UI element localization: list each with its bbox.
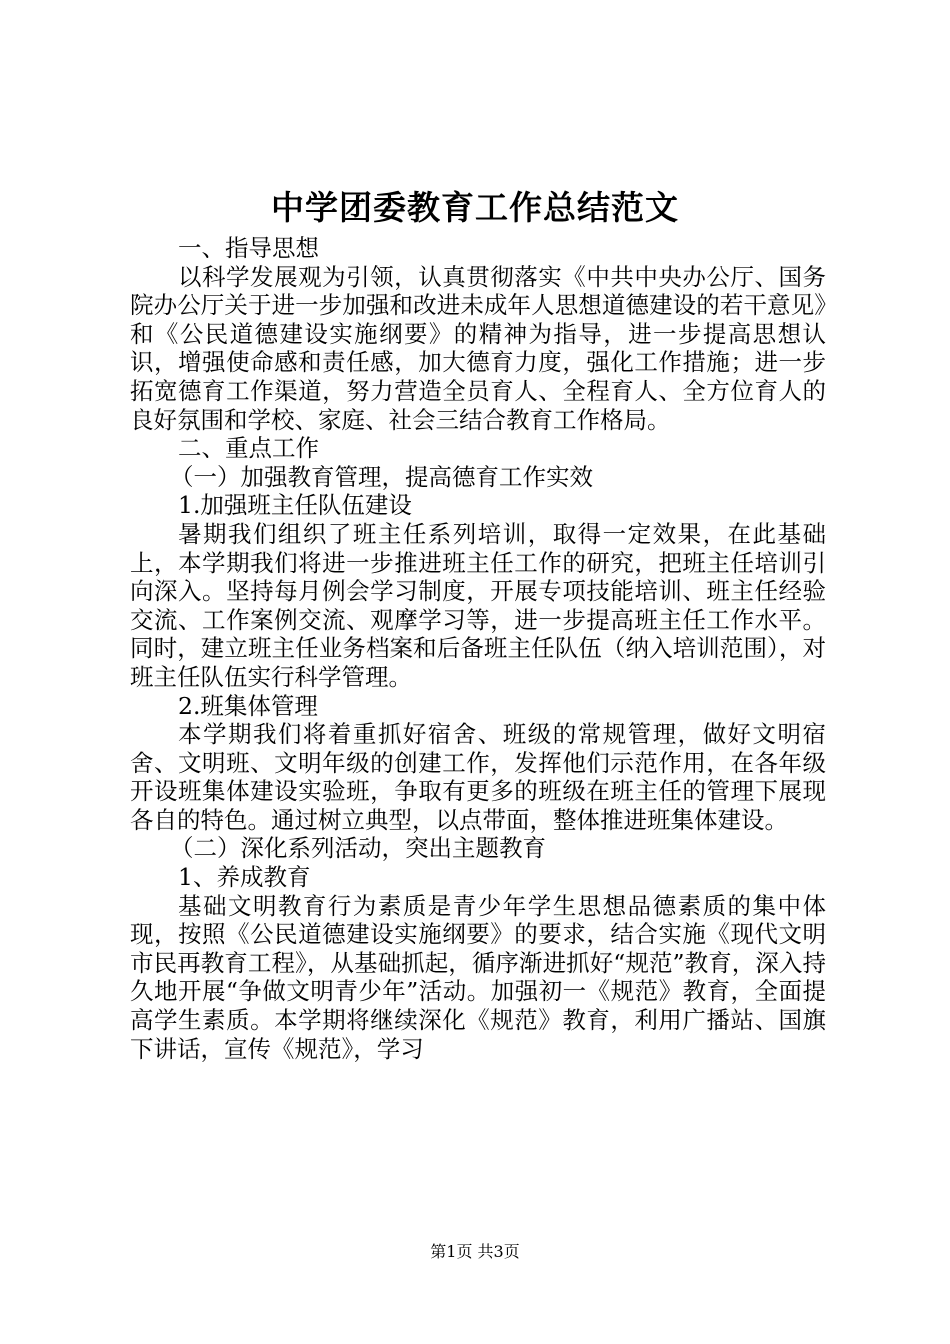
subsection-heading-series-activities: （二）深化系列活动，突出主题教育 [170, 834, 546, 863]
paragraph-class-management: 本学期我们将着重抓好宿舍、班级的常规管理，做好文明宿舍、文明班、文明年级的创建工作，发挥他们示范作用，在各年级开设班集体建设实验班，争取有更多的班级在班主任的管理下展现各自的特色。通过树立典型，以点带面，整体推进班集体建设。 [130, 720, 826, 834]
item-heading-class-teacher-team: 1.加强班主任队伍建设 [178, 491, 412, 520]
item-heading-habit-education: 1、养成教育 [178, 863, 311, 892]
paragraph-guiding-ideology: 以科学发展观为引领，认真贯彻落实《中共中央办公厅、国务院办公厅关于进一步加强和改进未成年人思想道德建设的若干意见》和《公民道德建设实施纲要》的精神为指导，进一步提高思想认识，增强使命感和责任感，加大德育力度，强化工作措施；进一步拓宽德育工作渠道，努力营造全员育人、全程育人、全方位育人的良好氛围和学校、家庭、社会三结合教育工作格局。 [130, 262, 826, 434]
section-heading-key-work: 二、重点工作 [178, 434, 319, 463]
item-heading-class-management: 2.班集体管理 [178, 691, 318, 720]
subsection-heading-education-management: （一）加强教育管理，提高德育工作实效 [170, 462, 593, 491]
section-heading-guiding-ideology: 一、指导思想 [178, 234, 319, 262]
document-body [130, 234, 826, 1063]
page-number-footer: 第1页 共3页 [430, 1242, 520, 1261]
document-title: 中学团委教育工作总结范文 [271, 188, 679, 227]
paragraph-class-teacher-team: 暑期我们组织了班主任系列培训，取得一定效果，在此基础上，本学期我们将进一步推进班主任工作的研究，把班主任培训引向深入。坚持每月例会学习制度，开展专项技能培训、班主任经验交流、工作案例交流、观摩学习等，进一步提高班主任工作水平。同时，建立班主任业务档案和后备班主任队伍（纳入培训范围），对班主任队伍实行科学管理。 [130, 519, 826, 691]
paragraph-habit-education: 基础文明教育行为素质是青少年学生思想品德素质的集中体现，按照《公民道德建设实施纲要》的要求，结合实施《现代文明市民再教育工程》，从基础抓起，循序渐进抓好“规范”教育，深入持久地开展“争做文明青少年”活动。加强初一《规范》教育，全面提高学生素质。本学期将继续深化《规范》教育，利用广播站、国旗下讲话，宣传《规范》，学习 [130, 891, 826, 1063]
